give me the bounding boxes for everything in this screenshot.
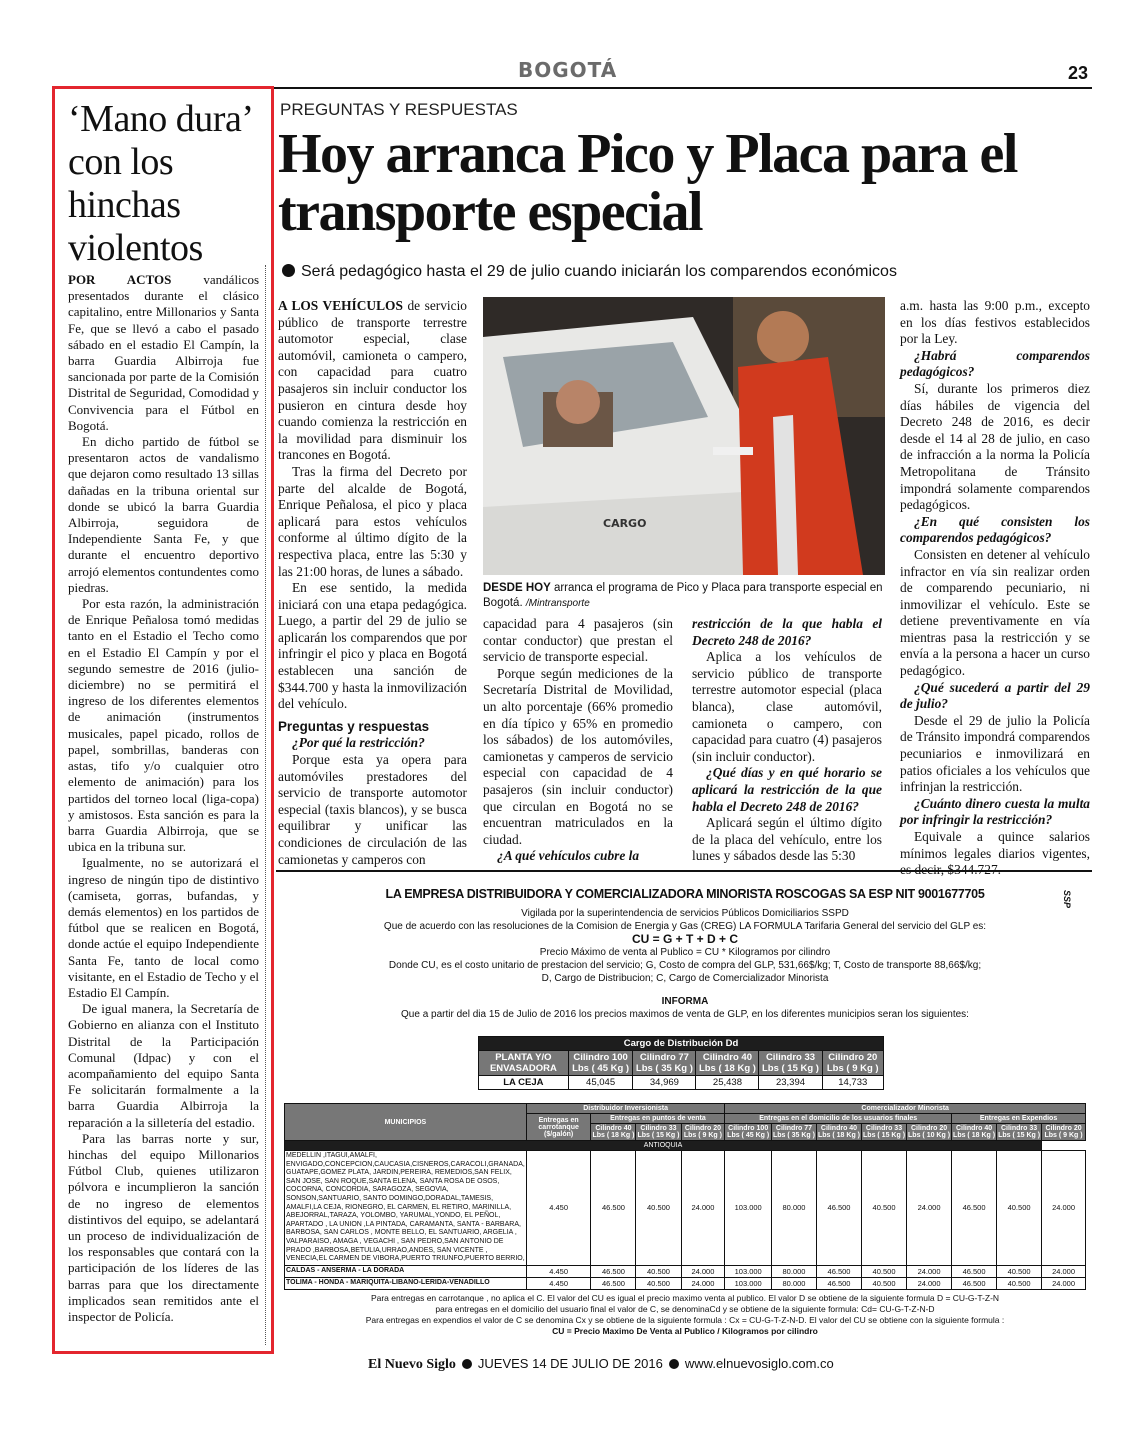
table-cell: 46.500 bbox=[817, 1151, 862, 1266]
table-row bbox=[285, 1151, 1086, 1266]
table-header: Entregas en Expendios bbox=[952, 1114, 1086, 1124]
table-cell: LA CEJA bbox=[479, 1076, 569, 1090]
table-cell: 34,969 bbox=[633, 1076, 696, 1090]
table-row bbox=[285, 1277, 1086, 1289]
footer-date: JUEVES 14 DE JULIO DE 2016 bbox=[477, 1356, 663, 1371]
article-paragraph: de servicio público de transporte terrestre automotor especial, clase automóvil, camioneta o campero, con capacidad para cuatro pasajeros sin incluir conductor los pusieron en cintura desde hoy cuando comienza la restricción en la movilidad para disminuir los trancones en Bogotá. bbox=[278, 298, 467, 463]
sidebar-paragraph: De igual manera, la Secretaría de Gobierno en alianza con el Instituto Distrital de la Participación Comunal (Idpac) y con el acompañamiento del equipo Santa Fe solicitarán formalmente a la barra Guardia Albirroja la reparación a la silletería del estadio. bbox=[68, 1001, 259, 1130]
ad-note: Para entregas en expendios el valor de C se denomina Cx y se obtiene de la siguiente formula : Cx = CU-G-T-Z-N-D. El valor del CU se obtiene con la siguiente formula : bbox=[365, 1315, 1005, 1325]
article-paragraph: capacidad para 4 pasajeros (sin contar conductor) que prestan el servicio de transporte especial. bbox=[483, 616, 673, 665]
table-header: Entregas en carrotanque ($/galón) bbox=[526, 1114, 591, 1141]
sidebar-paragraph: Por esta razón, la administración de Enrique Peñalosa tomó medidas tanto en el Estadio el Techo como en el Estadio El Campín y por el segundo semestre de 2016 (julio-diciembre) no se permitirá el ingreso de los diferentes elementos de animación (instrumentos musicales, papel picado, rollos de papel, sombrillas, banderas con astas, tifo y/o cualquier otro elemento de animación) para los partidos del torneo local (liga-copa) y amistosos. Esta sanción es para la barra Guardia Albirroja, que se ubica en la tribuna sur. bbox=[68, 596, 259, 855]
article-column-4 bbox=[900, 298, 1090, 879]
table-cell: 40.500 bbox=[997, 1277, 1042, 1289]
table-cell-municipio: MEDELLIN ,ITAGUI,AMALFI, ENVIGADO,CONCEPCION,CAUCASIA,CISNEROS,CARACOLI,GRANADA, GUATAPE,GOMEZ PLATA, JARDIN,PEREIRA, REMEDIOS,SAN FELIX, SAN JOSE, SAN ROQUE,SANTA ELENA, SANTA ROSA DE OSOS, COCORNA, CONCORDIA, SARAGOZA, SEGOVIA, SONSON,SANTUARIO, SANTO DOMINGO,DORADAL,TAMESIS, AMALFI,LA CEJA, RIONEGRO, EL CARMEN, EL RETIRO, MARINILLA, ABEJORRAL,TARAZA, YOLOMBO, YARUMAL,YONDO, EL PEÑOL, APARTADO , LA UNION ,LA PINTADA, CARAMANTA, SANTA - BARBARA, BARBOSA, SAN CARLOS , MONTE BELLO, EL SANTUARIO, ARGELIA , VALPARAISO, AMAGA , VEGACHI , SAN PEDRO,SAN ANTONIO DE PRADO ,BARBOSA,BETULIA,URRAO,ANDES, SAN VICENTE , VENECIA,EL CARMEN DE VIBORA,PUERTO TRIUNFO,PUERTO BERRIO, bbox=[285, 1151, 527, 1266]
table-cell: 4.450 bbox=[526, 1151, 591, 1266]
article-question: ¿A qué vehículos cubre la bbox=[497, 848, 640, 864]
table-cell: 46.500 bbox=[817, 1277, 862, 1289]
table-cell: 4.450 bbox=[526, 1277, 591, 1289]
sidebar-divider bbox=[265, 265, 266, 1345]
table-cell: 103.000 bbox=[725, 1151, 772, 1266]
table-header: Cilindro 33 Lbs ( 15 Kg ) bbox=[637, 1125, 680, 1139]
article-question: ¿Qué sucederá a partir del 29 de julio? bbox=[900, 679, 1090, 712]
caption-lead: DESDE HOY bbox=[483, 582, 551, 594]
table-cell: 40.500 bbox=[997, 1265, 1042, 1277]
ssp-logo: SSP bbox=[1062, 890, 1072, 909]
article-paragraph: Tras la firma del Decreto por parte del alcalde de Bogotá, Enrique Peñalosa, el pico y placa aplicará para estos vehículos conforme al último dígito de la respectiva placa, entre las 5:30 y las 21:00 horas, de lunes a sábado. bbox=[278, 463, 467, 579]
table-header: Cilindro 40 Lbs ( 18 Kg ) bbox=[953, 1125, 996, 1139]
table-row bbox=[285, 1265, 1086, 1277]
ad-note: CU = Precio Maximo De Venta al Publico / Kilogramos por cilindro bbox=[552, 1326, 818, 1336]
article-question: ¿Qué días y en qué horario se aplicará la restricción de la que habla el Decreto 248 de 2016? bbox=[692, 765, 882, 814]
article-paragraph: Porque esta ya opera para automóviles prestadores del servicio de transporte automotor especial (taxis blancos), y se busca equilibrar y unificar las condiciones de circulación de las camionetas y camperos con bbox=[278, 752, 467, 867]
table-header: MUNICIPIOS bbox=[285, 1104, 527, 1141]
table-cell: 24.000 bbox=[1042, 1277, 1086, 1289]
table-header: Cilindro 40 Lbs ( 18 Kg ) bbox=[696, 1051, 759, 1076]
table-cell: 45,045 bbox=[568, 1076, 633, 1090]
table-header: Cilindro 40 Lbs ( 18 Kg ) bbox=[818, 1125, 861, 1139]
table-header: Cilindro 20 Lbs ( 9 Kg ) bbox=[1042, 1124, 1086, 1141]
table-header: Cilindro 20 Lbs ( 9 Kg ) bbox=[822, 1051, 884, 1076]
ad-line: Donde CU, es el costo unitario de prestacion del servicio; G, Costo de compra del GLP, 531,66$/kg; T, Costo de transporte 88,66$/kg; bbox=[388, 960, 982, 971]
table-header: Cilindro 20 Lbs ( 10 Kg ) bbox=[908, 1125, 951, 1139]
table-cell: 24.000 bbox=[907, 1151, 952, 1266]
photo-caption bbox=[483, 581, 885, 611]
article-paragraph: En ese sentido, la medida iniciará con una etapa pedagógica. Luego, a partir del 29 de julio se aplicarán los comparendos que por infringir el pico y placa en Bogotá establecen una sanción de $344.700 y hasta la inmovilización del vehículo. bbox=[278, 580, 467, 712]
table-cell: 24.000 bbox=[1042, 1151, 1086, 1266]
table-cell: 4.450 bbox=[526, 1265, 591, 1277]
table-cell: 46.500 bbox=[952, 1151, 997, 1266]
table-header: Cilindro 77 Lbs ( 35 Kg ) bbox=[772, 1125, 815, 1139]
article-subhead bbox=[282, 263, 897, 281]
ad-line: D, Cargo de Distribucion; C, Cargo de Comercializador Minorista bbox=[541, 973, 829, 984]
sidebar-body bbox=[68, 272, 259, 1325]
table-cell: 46.500 bbox=[817, 1265, 862, 1277]
ad-line: Que a partir del dia 15 de Julio de 2016 los precios maximos de venta de GLP, en los diferentes municipios seran los siguientes: bbox=[401, 1009, 969, 1020]
table-cell: 46.500 bbox=[591, 1151, 636, 1266]
sidebar-title: ‘Mano dura’ con los hinchas violentos bbox=[68, 98, 251, 269]
table-cell: 46.500 bbox=[952, 1277, 997, 1289]
table-title: Cargo de Distribución Dd bbox=[479, 1037, 884, 1051]
table-cell-municipio: TOLIMA - HONDA - MARIQUITA-LIBANO-LERIDA-VENADILLO bbox=[285, 1277, 527, 1289]
table-cell: 25,438 bbox=[696, 1076, 759, 1090]
distribution-charge-table bbox=[478, 1036, 884, 1090]
ad-line: Vigilada por la superintendencia de servicios Públicos Domiciliarios SSPD bbox=[521, 908, 849, 919]
ad-note: para entregas en el domicilio del usuario final el valor de C, se denominaCd y se obtiene de la siguiente formula: Cd= CU-G-T-Z-N-D bbox=[435, 1304, 935, 1314]
table-cell: 46.500 bbox=[591, 1265, 636, 1277]
table-cell: 46.500 bbox=[591, 1277, 636, 1289]
bullet-icon bbox=[462, 1359, 472, 1369]
sidebar-lead: POR ACTOS bbox=[68, 272, 172, 287]
table-cell: 40.500 bbox=[862, 1265, 907, 1277]
table-header: Cilindro 100 Lbs ( 45 Kg ) bbox=[725, 1124, 772, 1141]
ad-formula: CU = G + T + D + C bbox=[631, 932, 739, 946]
table-cell-municipio: CALDAS - ANSERMA - LA DORADA bbox=[285, 1265, 527, 1277]
bullet-icon bbox=[282, 264, 295, 277]
ad-title: LA EMPRESA DISTRIBUIDORA Y COMERCIALIZADORA MINORISTA ROSCOGAS SA ESP NIT 9001677705 bbox=[385, 887, 985, 901]
table-cell: 24.000 bbox=[681, 1151, 725, 1266]
ad-notes bbox=[280, 1293, 1090, 1337]
table-header: Cilindro 33 Lbs ( 15 Kg ) bbox=[998, 1125, 1041, 1139]
table-cell: 40.500 bbox=[997, 1151, 1042, 1266]
table-header: Comercializador Minorista bbox=[725, 1104, 1086, 1114]
table-cell: 24.000 bbox=[1042, 1265, 1086, 1277]
sidebar-paragraph: vandálicos presentados durante el clásico capitalino, entre Millonarios y Santa Fe, que se llevó a cabo el pasado sábado en el estadio El Campín, la barra Guardia Albirroja fue sancionada por parte de la Comisión Distrital de Seguridad, Comodidad y Convivencia para el Fútbol en Bogotá. bbox=[68, 272, 260, 433]
table-header: Distribuidor Inversionista bbox=[526, 1104, 725, 1114]
table-cell: 24.000 bbox=[907, 1265, 952, 1277]
table-header: PLANTA Y/O ENVASADORA bbox=[479, 1051, 569, 1076]
table-cell: 80.000 bbox=[771, 1151, 816, 1266]
sidebar-paragraph: Igualmente, no se autorizará el ingreso de ningún tipo de distintivo (camiseta, gorras, bufandas, y demás elementos) en los partidos de fútbol que se realicen en Bogotá, donde actúe el equipo Independiente Santa Fe, tanto de local como visitante, en el Estadio de Techo y el Estadio El Campín. bbox=[68, 855, 259, 1000]
article-subheading: Preguntas y respuestas bbox=[278, 718, 430, 734]
article-paragraph: Porque según mediciones de la Secretaría Distrital de Movilidad, un alto porcentaje (66% promedio en día típico y 65% en promedio los sábados) de los automóviles, camionetas y camperos de servicio especial con capacidad de 4 pasajeros (sin incluir conductor) que circulan en Bogotá no se encuentran matriculados en la ciudad. bbox=[483, 665, 673, 847]
table-header: Cilindro 77 Lbs ( 35 Kg ) bbox=[633, 1051, 696, 1076]
article-paragraph: Sí, durante los primeros diez días hábiles de vigencia del Decreto 248 de 2016, es decir desde el 14 al 28 de julio, en caso de infracción a la norma la Policía Metropolitana de Tránsito impondrá solamente comparendos pedagógicos. bbox=[900, 380, 1090, 513]
article-photo bbox=[483, 297, 885, 575]
ad-rule bbox=[276, 870, 1092, 872]
van-label: CARGO bbox=[603, 517, 647, 530]
table-header: Cilindro 33 Lbs ( 15 Kg ) bbox=[759, 1051, 822, 1076]
table-header: Cilindro 100 Lbs ( 45 Kg ) bbox=[568, 1051, 633, 1076]
article-column-1 bbox=[278, 298, 467, 868]
caption-text: arranca el programa de Pico y Placa para transporte especial en Bogotá. bbox=[483, 582, 883, 609]
ad-line: Que de acuerdo con las resoluciones de la Comision de Energia y Gas (CREG) LA FORMULA Tarifaria General del servicio del GLP es: bbox=[383, 921, 987, 932]
ad-line: Precio Máximo de venta al Publico = CU * Kilogramos por cilindro bbox=[539, 947, 831, 958]
table-header: Entregas en el domicilio de los usuarios finales bbox=[725, 1114, 952, 1124]
sidebar-paragraph: En dicho partido de fútbol se presentaron actos de vandalismo que dejaron como resultado 13 sillas dañadas en la tribuna oriental sur donde se ubicó la barra Guardia Albirroja, seguidora de Independiente Santa Fe, y que durante el encuentro deportivo arrojó elementos contundentes como piedras. bbox=[68, 434, 259, 595]
advertisement bbox=[280, 880, 1090, 1350]
table-cell: 24.000 bbox=[681, 1277, 725, 1289]
section-name: BOGOTÁ bbox=[518, 58, 618, 82]
table-region: ANTIOQUIA bbox=[285, 1141, 1042, 1151]
table-cell: 40.500 bbox=[636, 1277, 681, 1289]
footer-logo: El Nuevo Siglo bbox=[368, 1357, 456, 1372]
article-column-2 bbox=[483, 616, 673, 865]
article-question: ¿Por qué la restricción? bbox=[292, 735, 425, 751]
article-question: ¿Cuánto dinero cuesta la multa por infringir la restricción? bbox=[900, 795, 1090, 828]
table-cell: 103.000 bbox=[725, 1277, 772, 1289]
van-photo-illustration bbox=[483, 297, 885, 575]
table-header: Cilindro 20 Lbs ( 9 Kg ) bbox=[681, 1124, 725, 1141]
table-cell: 14,733 bbox=[822, 1076, 884, 1090]
table-cell: 46.500 bbox=[952, 1265, 997, 1277]
table-cell: 24.000 bbox=[907, 1277, 952, 1289]
price-table bbox=[284, 1103, 1086, 1290]
table-header: Cilindro 40 Lbs ( 18 Kg ) bbox=[592, 1125, 635, 1139]
table-cell: 40.500 bbox=[636, 1151, 681, 1266]
bullet-icon bbox=[669, 1359, 679, 1369]
subhead-text: Será pedagógico hasta el 29 de julio cuando iniciarán los comparendos económicos bbox=[301, 263, 897, 280]
article-kicker: PREGUNTAS Y RESPUESTAS bbox=[280, 100, 518, 119]
table-cell: 103.000 bbox=[725, 1265, 772, 1277]
article-headline: Hoy arranca Pico y Placa para el transporte especial bbox=[278, 123, 1017, 243]
article-paragraph: Consisten en detener al vehículo infractor en vía sin realizar orden de comparendo pecuniario, ni inmovilizar el vehículo. Este se detiene preventivamente en vía mientras pasa la restricción y se envía a la persona a hacer un curso pedagógico. bbox=[900, 546, 1090, 679]
sidebar-paragraph: Para las barras norte y sur, hinchas del equipo Millonarios Fútbol Club, quienes utilizaron pólvora e incumplieron la sanción de no ingreso de elementos distintivos del equipo, se adelantará un proceso de individualización de los responsables que contará con la participación de los líderes de las barras para que los directamente implicados sean remitidos ante el inspector de Policía. bbox=[68, 1130, 259, 1324]
caption-credit: /Mintransporte bbox=[525, 598, 590, 609]
page-footer bbox=[368, 1356, 834, 1373]
article-paragraph: Desde el 29 de julio la Policía de Tránsito impondrá comparendos pecuniarios e inmovilizará en patios oficiales a los vehículos que infrinjan la restricción. bbox=[900, 712, 1090, 795]
article-question: ¿Habrá comparendos pedagógicos? bbox=[900, 347, 1090, 380]
table-cell: 40.500 bbox=[862, 1277, 907, 1289]
table-cell: 23,394 bbox=[759, 1076, 822, 1090]
article-paragraph: a.m. hasta las 9:00 p.m., excepto en los días festivos establecidos por la Ley. bbox=[900, 298, 1090, 347]
table-header: Cilindro 33 Lbs ( 15 Kg ) bbox=[863, 1125, 906, 1139]
footer-url: www.elnuevosiglo.com.co bbox=[684, 1356, 834, 1371]
article-paragraph: Equivale a quince salarios mínimos legales diarios vigentes, bbox=[900, 829, 1090, 861]
article-lead: A LOS VEHÍCULOS bbox=[278, 298, 403, 313]
page-number: 23 bbox=[1068, 63, 1089, 83]
table-header: Entregas en puntos de venta bbox=[591, 1114, 725, 1124]
ad-note: Para entregas en carrotanque , no aplica el C. El valor del CU es igual el precio maximo venta al publico. El valor D se obtiene de la siguiente formula D = CU-G-T-Z-N bbox=[370, 1293, 1000, 1303]
article-paragraph: Aplica a los vehículos de servicio público de transporte terrestre automotor especial (placa blanca), clase automóvil, camioneta o campero, con capacidad para cuatro (4) pasajeros (sin incluir conductor). bbox=[692, 649, 882, 764]
article-question: ¿En qué consisten los comparendos pedagógicos? bbox=[900, 513, 1090, 546]
table-cell: 40.500 bbox=[862, 1151, 907, 1266]
table-cell: 80.000 bbox=[771, 1277, 816, 1289]
article-column-3 bbox=[692, 616, 882, 865]
table-cell: 40.500 bbox=[636, 1265, 681, 1277]
ad-informa: INFORMA bbox=[661, 996, 709, 1007]
table-cell: 80.000 bbox=[771, 1265, 816, 1277]
article-question: restricción de la que habla el Decreto 248 de 2016? bbox=[692, 616, 882, 648]
table-cell: 24.000 bbox=[681, 1265, 725, 1277]
article-paragraph: Aplicará según el último dígito de la placa del vehículo, entre los lunes y sábados desde las 5:30 bbox=[692, 815, 882, 864]
